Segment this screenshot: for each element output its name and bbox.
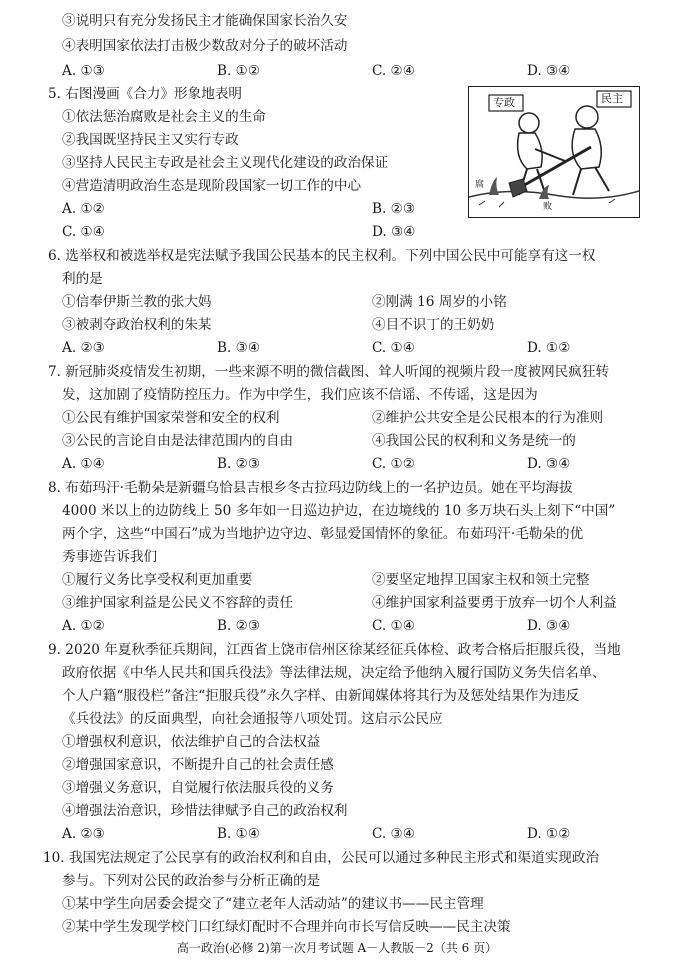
answer-choice: A. ①② bbox=[62, 618, 105, 634]
text-line: ②增强国家意识，不断提升自己的社会责任感 bbox=[62, 757, 334, 773]
statement-option: ②要坚定地捍卫国家主权和领土完整 bbox=[372, 572, 590, 588]
answer-choice: D. ①② bbox=[527, 826, 571, 842]
statement-option: ③公民的言论自由是法律范围内的自由 bbox=[62, 433, 294, 449]
text-line: 8. 布茹玛汗·毛勒朵是新疆乌恰县吉根乡冬古拉玛边防线上的一名护边员。她在平均海拔 bbox=[48, 480, 573, 496]
answer-choice: B. ①④ bbox=[217, 826, 261, 842]
text-line: 两个字，这些“中国石”成为当地护边守边、彰显爱国情怀的象征。布茹玛汗·毛勒朵的优 bbox=[62, 526, 584, 542]
answer-choice: D. ③④ bbox=[527, 618, 571, 634]
text-line: 7. 新冠肺炎疫情发生初期，一些来源不明的微信截图、耸人听闻的视频片段一度被网民疯狂转 bbox=[48, 364, 610, 380]
answer-choice: D. ③④ bbox=[372, 224, 416, 240]
text-line: ②某中学生发现学校门口红绿灯配时不合理并向市长写信反映——民主决策 bbox=[62, 919, 511, 935]
statement-option: ④我国公民的权利和义务是统一的 bbox=[372, 433, 576, 449]
answer-choice: A. ①② bbox=[62, 201, 105, 217]
text-line: 4000 米以上的边防线上 50 多年如一日巡边护边，在边境线的 10 多万块石头上刻下“中国” bbox=[62, 503, 616, 519]
text-line: 利的是 bbox=[62, 271, 103, 287]
text-line: 个人户籍“服役栏”备注“拒服兵役”永久字样、由新闻媒体将其行为及惩处结果作为违反 bbox=[62, 688, 580, 704]
text-line: ③增强义务意识，自觉履行依法服兵役的义务 bbox=[62, 780, 334, 796]
text-line: 参与。下列对公民的政治参与分析正确的是 bbox=[62, 873, 321, 889]
statement-option: ④维护国家利益要勇于放弃一切个人利益 bbox=[372, 595, 617, 611]
cartoon-tag-minzhu: 民主 bbox=[601, 92, 623, 105]
text-line: 政府依据《中华人民共和国兵役法》等法律法规，决定给予他纳入履行国防义务失信名单、 bbox=[62, 665, 606, 681]
answer-choice: B. ②③ bbox=[217, 456, 261, 472]
statement-option: ①信奉伊斯兰教的张大妈 bbox=[62, 294, 212, 310]
answer-choice: C. ①② bbox=[372, 456, 415, 472]
text-line: 秀事迹告诉我们 bbox=[62, 549, 158, 565]
text-line: 9. 2020 年夏秋季征兵期间，江西省上饶市信州区徐某经征兵体检、政考合格后拒服兵役，当地 bbox=[48, 642, 621, 658]
statement-option: ①公民有维护国家荣誉和安全的权利 bbox=[62, 410, 280, 426]
page-footer: 高一政治(必修 2)第一次月考试题 A－人教版－2（共 6 页） bbox=[176, 941, 498, 955]
statement-option: ③被剥夺政治权利的朱某 bbox=[62, 317, 212, 333]
answer-choice: C. ③④ bbox=[372, 826, 415, 842]
statement-option: ①履行义务比享受权利更加重要 bbox=[62, 572, 253, 588]
statement-option: ②维护公共安全是公民根本的行为准则 bbox=[372, 410, 604, 426]
cartoon-tag-bai: 败 bbox=[543, 202, 553, 212]
answer-choice: C. ②④ bbox=[372, 63, 415, 79]
text-line: ①增强权利意识，依法维护自己的合法权益 bbox=[62, 734, 321, 750]
text-line: ③说明只有充分发扬民主才能确保国家长治久安 bbox=[62, 13, 348, 29]
cartoon-tag-zhuanzheng: 专政 bbox=[493, 96, 515, 109]
text-line: 《兵役法》的反面典型，向社会通报等八项处罚。这启示公民应 bbox=[62, 711, 443, 727]
text-line: ②我国既坚持民主又实行专政 bbox=[62, 132, 239, 148]
text-line: ④表明国家依法打击极少数敌对分子的破坏活动 bbox=[62, 38, 348, 54]
statement-option: ③维护国家利益是公民义不容辞的责任 bbox=[62, 595, 294, 611]
answer-choice: A. ①③ bbox=[62, 63, 105, 79]
text-line: ①某中学生向居委会提交了“建立老年人活动站”的建议书——民主管理 bbox=[62, 896, 484, 912]
statement-option: ②刚满 16 周岁的小铭 bbox=[372, 294, 507, 310]
text-line: 10. 我国宪法规定了公民享有的政治权利和自由，公民可以通过多种民主形式和渠道实现政治 bbox=[43, 850, 600, 866]
answer-choice: C. ①④ bbox=[372, 340, 415, 356]
text-line: 发，这加剧了疫情防控压力。作为中学生，我们应该不信谣、不传谣，这是因为 bbox=[62, 387, 538, 403]
answer-choice: B. ②③ bbox=[372, 201, 416, 217]
answer-choice: D. ③④ bbox=[527, 456, 571, 472]
answer-choice: B. ②③ bbox=[217, 618, 261, 634]
answer-choice: C. ①④ bbox=[372, 618, 415, 634]
answer-choice: B. ③④ bbox=[217, 340, 261, 356]
answer-choice: A. ①④ bbox=[62, 456, 105, 472]
answer-choice: D. ③④ bbox=[527, 63, 571, 79]
answer-choice: B. ①② bbox=[217, 63, 261, 79]
answer-choice: C. ①④ bbox=[62, 224, 105, 240]
statement-option: ④目不识丁的王奶奶 bbox=[372, 317, 495, 333]
text-line: 6. 选举权和被选举权是宪法赋予我国公民基本的民主权利。下列中国公民中可能享有这一权 bbox=[48, 248, 596, 264]
text-line: 5. 右图漫画《合力》形象地表明 bbox=[48, 86, 243, 102]
cartoon-tag-fu: 腐 bbox=[475, 180, 485, 190]
text-line: ④增强法治意识，珍惜法律赋予自己的政治权利 bbox=[62, 803, 348, 819]
text-line: ④营造清明政治生态是现阶段国家一切工作的中心 bbox=[62, 178, 362, 194]
answer-choice: A. ②③ bbox=[62, 340, 105, 356]
text-line: ①依法惩治腐败是社会主义的生命 bbox=[62, 109, 266, 125]
answer-choice: A. ②③ bbox=[62, 826, 105, 842]
cartoon-heli bbox=[468, 86, 640, 218]
text-line: ③坚持人民民主专政是社会主义现代化建设的政治保证 bbox=[62, 155, 389, 171]
answer-choice: D. ①② bbox=[527, 340, 571, 356]
